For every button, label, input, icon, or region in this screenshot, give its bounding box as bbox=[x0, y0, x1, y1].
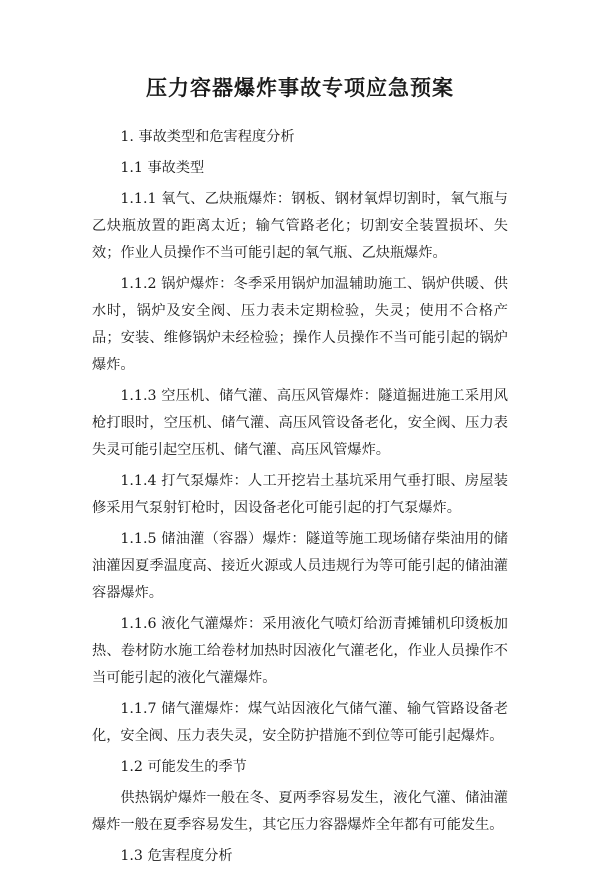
paragraph: 1.1.7 储气灌爆炸：煤气站因液化气储气灌、输气管路设备老化，安全阀、压力表失灵，安全防护措施不到位等可能引起爆炸。 bbox=[92, 701, 508, 744]
section-heading: 1. 事故类型和危害程度分析 bbox=[120, 129, 295, 145]
subsection-heading: 1.3 危害程度分析 bbox=[120, 848, 233, 864]
paragraph: 1.1.3 空压机、储气灌、高压风管爆炸：隧道掘进施工采用风枪打眼时，空压机、储气灌、高压风管设备老化，安全阀、压力表失灵可能引起空压机、储气灌、高压风管爆炸。 bbox=[92, 388, 508, 458]
paragraph: 1.1.4 打气泵爆炸：人工开挖岩土基坑采用气垂打眼、房屋装修采用气泵射钉枪时，因设备老化可能引起的打气泵爆炸。 bbox=[92, 473, 508, 516]
paragraph: 1.1.1 氧气、乙炔瓶爆炸：钢板、钢材氧焊切割时，氧气瓶与乙炔瓶放置的距离太近；输气管路老化；切割安全装置损坏、失效；作业人员操作不当可能引起的氧气瓶、乙炔瓶爆炸。 bbox=[92, 191, 508, 261]
subsection-heading: 1.2 可能发生的季节 bbox=[120, 759, 247, 775]
paragraph: 1.1.5 储油灌（容器）爆炸：隧道等施工现场储存柴油用的储油灌因夏季温度高、接近火源或人员违规行为等可能引起的储油灌容器爆炸。 bbox=[92, 531, 508, 601]
paragraph: 1.1.6 液化气灌爆炸：采用液化气喷灯给沥青摊铺机印烫板加热、卷材防水施工给卷材加热时因液化气灌老化，作业人员操作不当可能引起的液化气灌爆炸。 bbox=[92, 616, 508, 686]
document-title: 压力容器爆炸事故专项应急预案 bbox=[146, 75, 454, 100]
paragraph: 1.1.2 锅炉爆炸：冬季采用锅炉加温辅助施工、锅炉供暖、供水时，锅炉及安全阀、压力表未定期检验，失灵；使用不合格产品；安装、维修锅炉未经检验；操作人员操作不当可能引起的锅炉爆炸。 bbox=[92, 276, 508, 373]
subsection-heading: 1.1 事故类型 bbox=[120, 160, 205, 176]
paragraph: 供热锅炉爆炸一般在冬、夏两季容易发生，液化气灌、储油灌爆炸一般在夏季容易发生，其它压力容器爆炸全年都有可能发生。 bbox=[92, 790, 508, 833]
